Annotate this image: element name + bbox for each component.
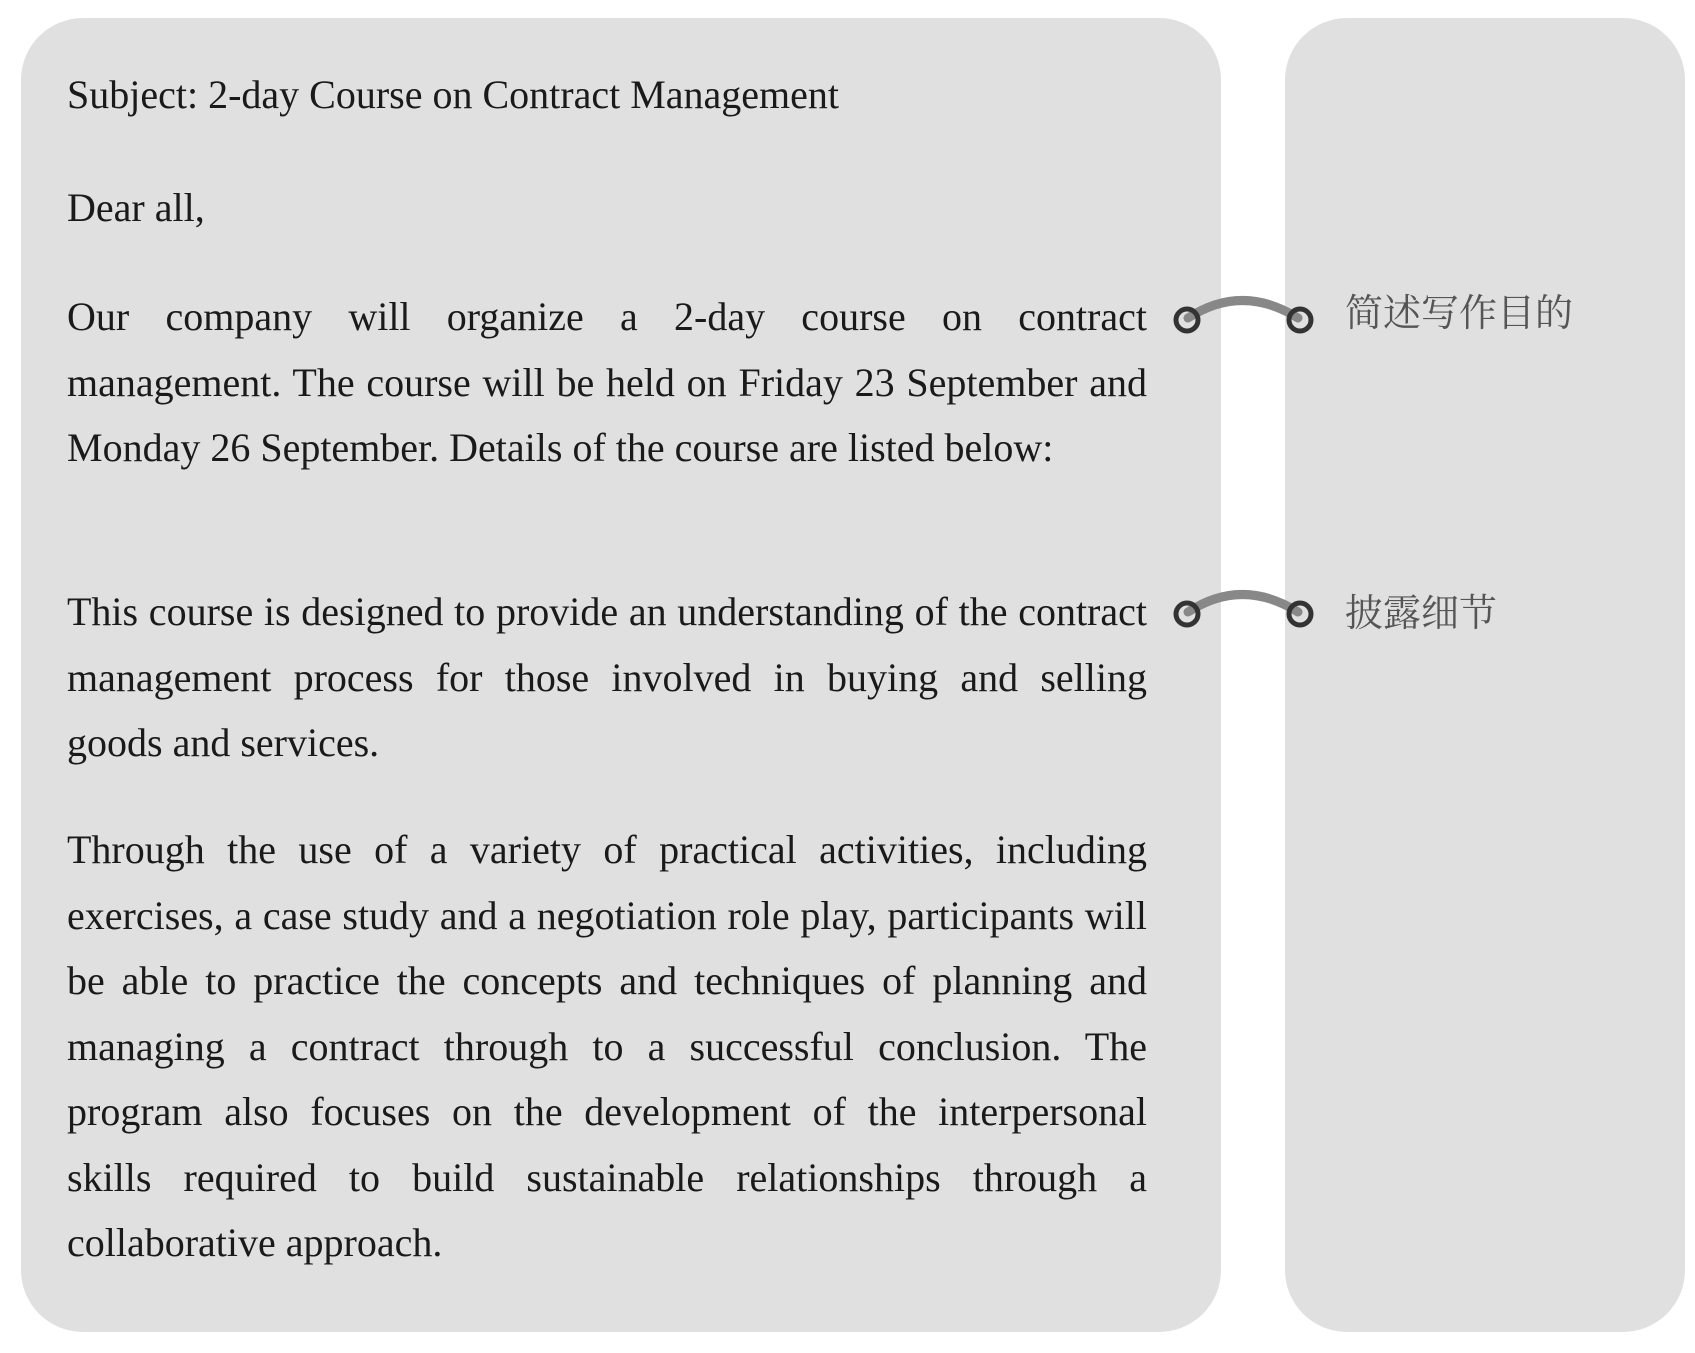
email-paragraph-details: This course is designed to provide an understanding of the contract management process for those involved in buying and selling goods and services. (67, 589, 1147, 765)
email-paragraph-purpose: Our company will organize a 2-day course on contract management. The course will be held on Friday 23 September and Monday 26 September. Details of the course are listed below: (67, 294, 1147, 470)
email-subject: Subject: 2-day Course on Contract Management (67, 72, 840, 117)
annotation-label-details: 披露细节 (1345, 591, 1498, 635)
annotation-label-purpose: 简述写作目的 (1345, 291, 1574, 335)
notes-panel (1285, 18, 1685, 1332)
email-greeting: Dear all, (67, 185, 205, 230)
email-paragraph-activities: Through the use of a variety of practical activities, including exercises, a case study and a negotiation role play, participants will be able to practice the concepts and techniques of planning and managing a contract through to a successful conclusion. The program also focuses on the development of the interpersonal skills required to build sustainable relationships through a collaborative approach. (67, 827, 1147, 1265)
